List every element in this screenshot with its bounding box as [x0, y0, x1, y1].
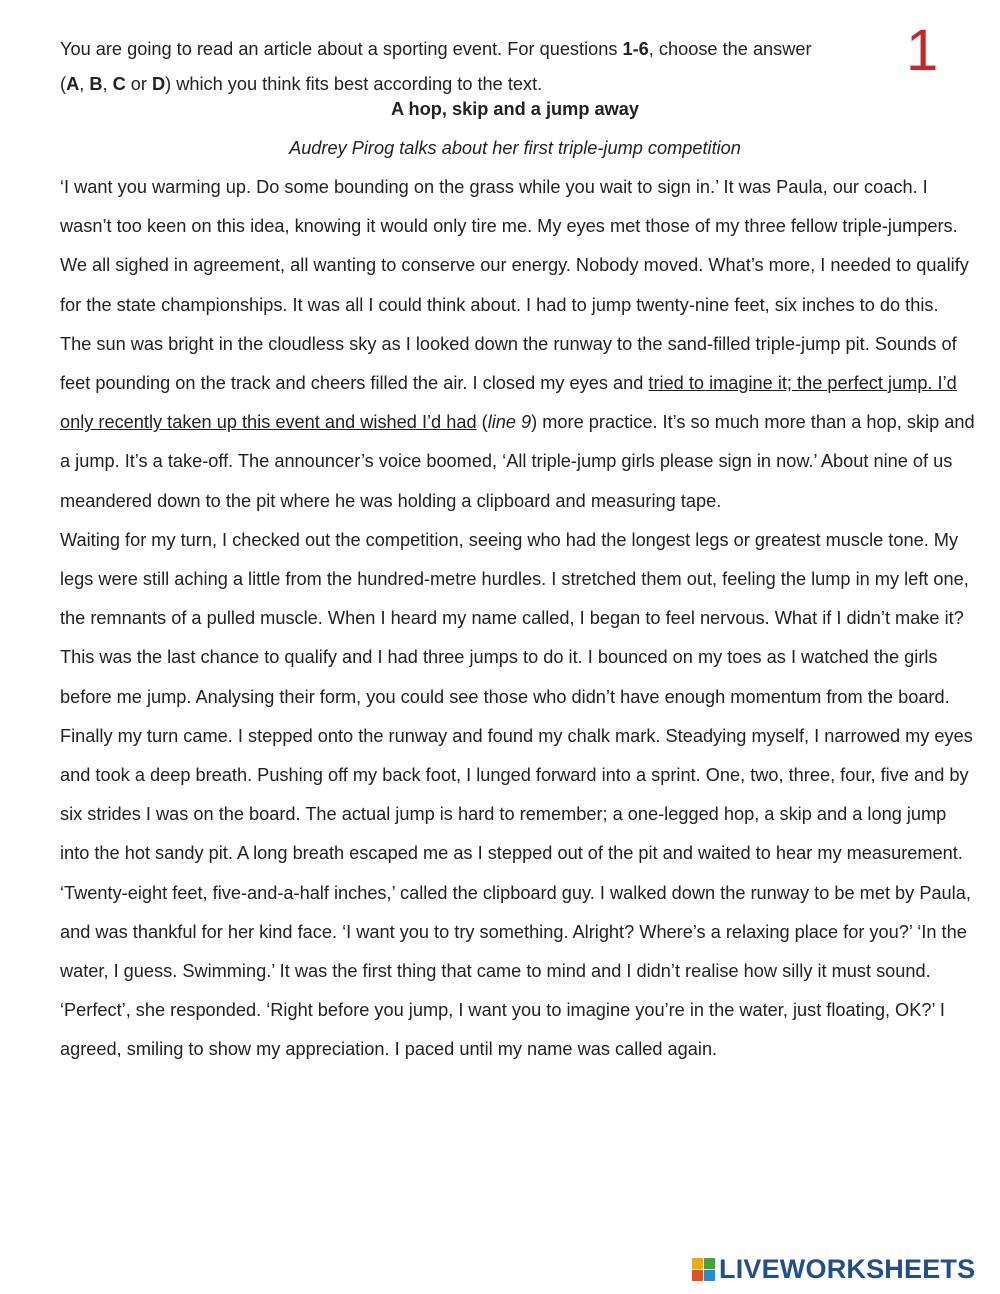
line-reference: line 9	[487, 412, 532, 433]
underlined-phrase: tried to imagine it; the perfect jump. I’d only recently taken up this event and wished I’d had	[60, 373, 957, 433]
article-title: A hop, skip and a jump away	[391, 99, 639, 119]
paragraph-4: Finally my turn came. I stepped onto the runway and found my chalk mark. Steadying myself, I narrowed my eyes and took a deep breath. Pushing off my back foot, I lunged forward into a sprint. One, two, three, four, five and by six strides I was on the board. The actual jump is hard to remember; a one-legged hop, a skip and a long jump into the hot sandy pit. A long breath escaped me as I stepped out of the pit and waited to hear my measurement. ‘Twenty-eight feet, five-and-a-half inches,’ called the clipboard guy. I walked down the runway to be met by Paula, and was thankful for her kind face. ‘I want you to try something. Alright? Where’s a relaxing place for you?’ ‘In the water, I guess. Swimming.’ It was the first thing that came to mind and I didn’t realise how silly it must sound. ‘Perfect’, she responded. ‘Right before you jump, I want you to imagine you’re in the water, just floating, OK?’ I agreed, smiling to show my appreciation. I paced until my name was called again.	[60, 725, 973, 1060]
article-body	[60, 168, 976, 1070]
liveworksheets-logo-icon	[692, 1258, 715, 1281]
paragraph-3: Waiting for my turn, I checked out the competition, seeing who had the longest legs or greatest muscle tone. My legs were still aching a little from the hundred-metre hurdles. I stretched them out, feeling the lump in my left one, the remnants of a pulled muscle. When I heard my name called, I began to feel nervous. What if I didn’t make it? This was the last chance to qualify and I had three jumps to do it. I bounced on my toes as I watched the girls before me jump. Analysing their form, you could see those who didn’t have enough momentum from the board.	[60, 529, 969, 707]
article-subtitle: Audrey Pirog talks about her first triple-jump competition	[289, 138, 741, 158]
paragraph-1: ‘I want you warming up. Do some bounding on the grass while you wait to sign in.’ It was Paula, our coach. I wasn’t too keen on this idea, knowing it would only tire me. My eyes met those of my three fellow triple-jumpers. We all sighed in agreement, all wanting to conserve our energy. Nobody moved. What’s more, I needed to qualify for the state championships. It was all I could think about. I had to jump twenty-nine feet, six inches to do this.	[60, 177, 969, 315]
logo-text: LIVEWORKSHEETS	[719, 1253, 976, 1284]
paragraph-2: The sun was bright in the cloudless sky as I looked down the runway to the sand-filled triple-jump pit. Sounds of feet pounding on the track and cheers filled the air. I closed my eyes and tried to imagine it; the perfect jump. I’d only recently taken up this event and wished I’d had (line 9) more practice. It’s so much more than a hop, skip and a jump. It’s a take-off. The announcer’s voice boomed, ‘All triple-jump girls please sign in now.’ About nine of us meandered down to the pit where he was holding a clipboard and measuring tape.	[60, 333, 975, 511]
liveworksheets-logo	[692, 1253, 975, 1285]
page-number: 1	[906, 18, 939, 83]
instructions: You are going to read an article about a sporting event. For questions 1-6, choose the answer (A, B, C or D) which you think fits best according to the text.	[60, 39, 812, 94]
